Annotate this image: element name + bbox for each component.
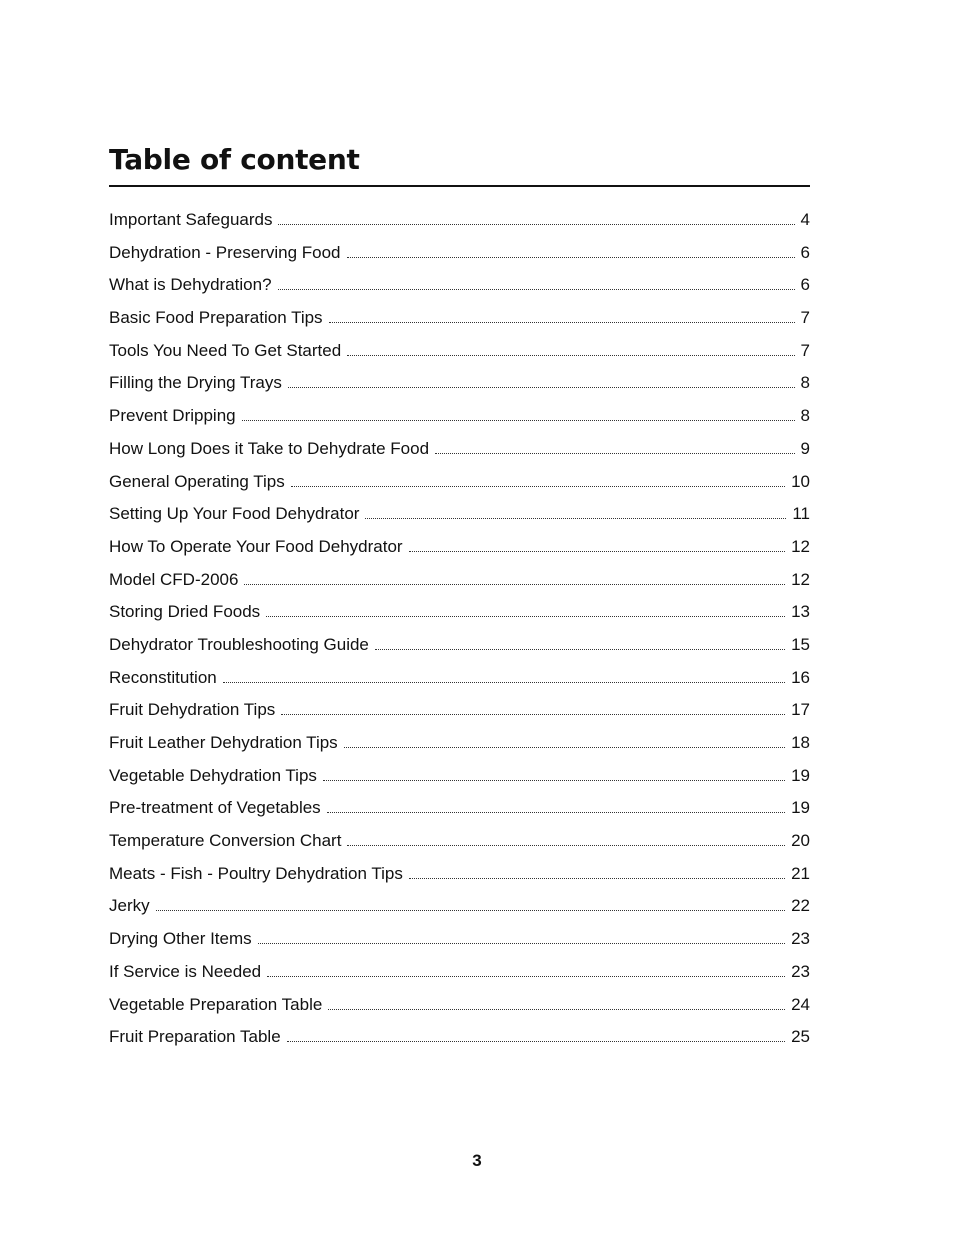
dot-leader: [347, 845, 785, 846]
toc-entry-model-cfd-2006[interactable]: [109, 564, 810, 597]
dot-leader: [409, 878, 785, 879]
toc-entry-page: 8: [800, 373, 810, 393]
toc-entry-label: How Long Does it Take to Dehydrate Food: [109, 438, 430, 458]
toc-entry-label: Fruit Dehydration Tips: [109, 700, 276, 720]
dot-leader: [375, 649, 785, 650]
toc-entry-fruit-dehydration-tips[interactable]: [109, 694, 810, 727]
toc-entry-fruit-preparation-table[interactable]: [109, 1021, 810, 1054]
toc-entry-page: 7: [800, 308, 810, 328]
dot-leader: [223, 682, 785, 683]
toc-list: [109, 204, 810, 1054]
toc-entry-how-long-does-it-take[interactable]: [109, 433, 810, 466]
toc-entry-label: Dehydration - Preserving Food: [109, 242, 341, 262]
title-underline: [109, 185, 810, 187]
toc-entry-page: 13: [791, 602, 810, 622]
dot-leader: [327, 812, 785, 813]
toc-entry-pre-treatment-of-vegetables[interactable]: [109, 792, 810, 825]
toc-entry-vegetable-preparation-table[interactable]: [109, 989, 810, 1022]
toc-entry-page: 25: [791, 1027, 810, 1047]
toc-entry-drying-other-items[interactable]: [109, 923, 810, 956]
dot-leader: [244, 584, 785, 585]
toc-entry-jerky[interactable]: [109, 890, 810, 923]
toc-entry-label: Reconstitution: [109, 667, 217, 687]
toc-entry-label: Filling the Drying Trays: [109, 373, 282, 393]
toc-entry-tools-you-need[interactable]: [109, 335, 810, 368]
toc-entry-page: 19: [791, 798, 810, 818]
toc-entry-label: Vegetable Dehydration Tips: [109, 765, 317, 785]
page-number: 3: [472, 1151, 482, 1170]
toc-entry-page: 18: [791, 733, 810, 752]
toc-entry-label: Setting Up Your Food Dehydrator: [109, 504, 360, 524]
toc-entry-label: Dehydrator Troubleshooting Guide: [109, 634, 369, 654]
toc-entry-page: 23: [791, 929, 810, 949]
toc-entry-page: 11: [792, 504, 810, 524]
toc-entry-page: 20: [791, 831, 810, 851]
dot-leader: [281, 714, 785, 715]
toc-entry-prevent-dripping[interactable]: [109, 400, 810, 433]
toc-entry-reconstitution[interactable]: [109, 662, 810, 695]
toc-entry-page: 6: [800, 275, 810, 295]
toc-entry-general-operating-tips[interactable]: [109, 466, 810, 499]
toc-entry-label: Vegetable Preparation Table: [109, 994, 323, 1014]
toc-entry-label: Fruit Preparation Table: [109, 1027, 281, 1047]
toc-entry-label: Drying Other Items: [109, 929, 252, 949]
dot-leader: [347, 257, 795, 258]
dot-leader: [435, 453, 794, 454]
toc-entry-label: If Service is Needed: [109, 961, 262, 981]
page-title: Table of content: [109, 143, 360, 176]
toc-entry-troubleshooting-guide[interactable]: [109, 629, 810, 662]
toc-entry-page: 12: [791, 569, 810, 589]
toc-entry-label: General Operating Tips: [109, 471, 285, 491]
toc-entry-label: Tools You Need To Get Started: [109, 340, 342, 360]
dot-leader: [328, 1009, 785, 1010]
dot-leader: [329, 322, 795, 323]
toc-entry-meats-fish-poultry[interactable]: [109, 858, 810, 891]
dot-leader: [365, 518, 786, 519]
toc-entry-page: 22: [791, 896, 810, 916]
toc-entry-page: 19: [791, 765, 810, 785]
dot-leader: [258, 943, 785, 944]
dot-leader: [291, 486, 785, 487]
toc-entry-storing-dried-foods[interactable]: [109, 596, 810, 629]
dot-leader: [278, 289, 795, 290]
toc-entry-label: Important Safeguards: [109, 210, 273, 229]
dot-leader: [267, 976, 785, 977]
toc-entry-page: 24: [791, 994, 810, 1014]
toc-entry-if-service-is-needed[interactable]: [109, 956, 810, 989]
toc-entry-page: 7: [800, 340, 810, 360]
toc-entry-label: Fruit Leather Dehydration Tips: [109, 733, 338, 752]
dot-leader: [347, 355, 794, 356]
toc-entry-page: 6: [800, 242, 810, 262]
toc-entry-page: 4: [800, 210, 810, 229]
toc-entry-vegetable-dehydration-tips[interactable]: [109, 760, 810, 793]
dot-leader: [278, 224, 794, 225]
toc-entry-label: Meats - Fish - Poultry Dehydration Tips: [109, 863, 403, 883]
toc-entry-page: 16: [791, 667, 810, 687]
toc-entry-label: What is Dehydration?: [109, 275, 272, 295]
dot-leader: [409, 551, 785, 552]
dot-leader: [156, 910, 785, 911]
toc-entry-setting-up[interactable]: [109, 498, 810, 531]
toc-entry-page: 21: [791, 863, 810, 883]
dot-leader: [344, 747, 785, 748]
toc-entry-label: Jerky: [109, 896, 150, 916]
toc-entry-label: How To Operate Your Food Dehydrator: [109, 536, 403, 556]
toc-entry-page: 9: [800, 438, 810, 458]
toc-entry-label: Storing Dried Foods: [109, 602, 261, 622]
toc-entry-filling-the-drying-trays[interactable]: [109, 367, 810, 400]
toc-entry-important-safeguards[interactable]: [109, 204, 810, 237]
dot-leader: [323, 780, 785, 781]
dot-leader: [266, 616, 785, 617]
toc-entry-label: Prevent Dripping: [109, 406, 236, 426]
toc-entry-page: 15: [791, 634, 810, 654]
toc-entry-temperature-conversion-chart[interactable]: [109, 825, 810, 858]
toc-entry-label: Basic Food Preparation Tips: [109, 308, 323, 328]
toc-entry-page: 10: [791, 471, 810, 491]
toc-entry-label: Pre-treatment of Vegetables: [109, 798, 321, 818]
toc-entry-page: 23: [791, 961, 810, 981]
toc-entry-dehydration-preserving-food[interactable]: [109, 237, 810, 270]
toc-entry-how-to-operate[interactable]: [109, 531, 810, 564]
dot-leader: [287, 1041, 785, 1042]
toc-entry-what-is-dehydration[interactable]: [109, 269, 810, 302]
toc-entry-label: Temperature Conversion Chart: [109, 831, 342, 851]
toc-entry-fruit-leather-tips[interactable]: [109, 727, 810, 760]
toc-entry-label: Model CFD-2006: [109, 569, 239, 589]
toc-entry-page: 12: [791, 536, 810, 556]
dot-leader: [242, 420, 795, 421]
toc-entry-page: 17: [791, 700, 810, 720]
dot-leader: [288, 387, 795, 388]
toc-entry-basic-food-preparation-tips[interactable]: [109, 302, 810, 335]
toc-entry-page: 8: [800, 406, 810, 426]
